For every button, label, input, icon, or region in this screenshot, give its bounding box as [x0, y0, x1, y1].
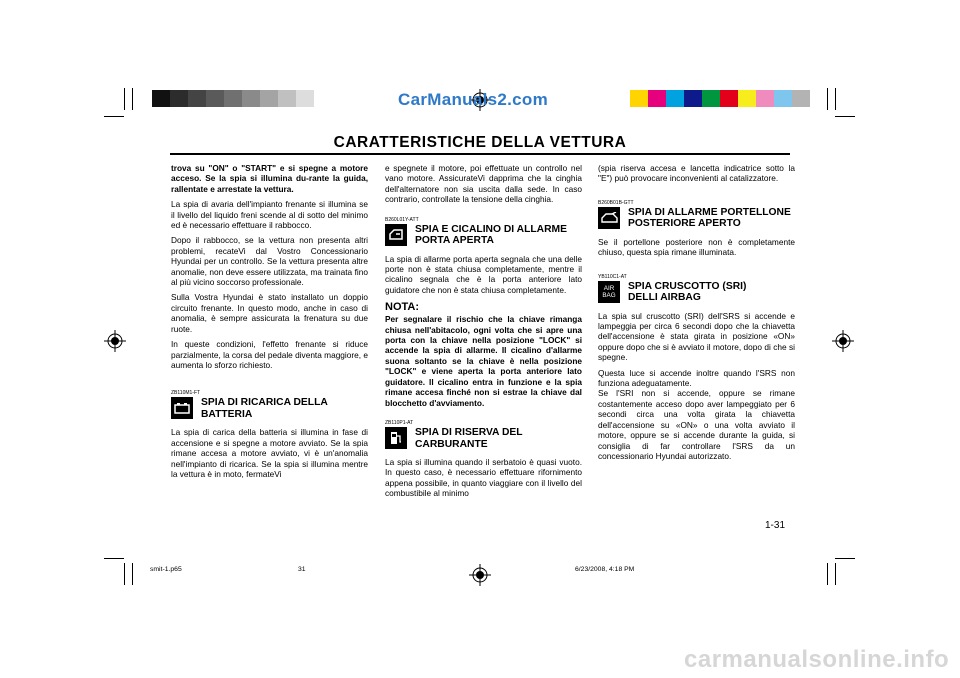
paragraph: La spia di avaria dell'impianto frenante si illumina se il livello del liquido freni scende al di sotto del minimo ed è necessario effettuare il rabbocco.: [171, 199, 368, 231]
registration-mark-icon: [469, 564, 491, 586]
registration-mark-icon: [104, 330, 126, 352]
section-title: [628, 281, 746, 304]
airbag-icon-text: BAG: [602, 291, 616, 299]
title-line: DELLI AIRBAG: [628, 292, 701, 304]
title-line: SPIA E CICALINO DI ALLARME: [415, 223, 567, 235]
header-divider: [170, 153, 790, 155]
note-heading: NOTA:: [385, 301, 420, 314]
battery-icon: [171, 397, 193, 419]
section-code: B260L01Y-ATT: [385, 216, 419, 223]
watermark-link[interactable]: CarManuals2.com: [398, 90, 548, 109]
color-swatch: [720, 90, 738, 107]
footer-filename: smit-1.p65: [150, 566, 182, 573]
tailgate-open-icon: [598, 207, 620, 229]
section-title: [628, 207, 791, 230]
door-open-icon: [385, 224, 407, 246]
battery-description: La spia di carica della batteria si illumina in fase di accensione e si spegne a motore avviato. Se la spia rimane accesa a motore avviato, vi è un'anomalia nell'impianto di ricarica. Se la spia si illumina mentre la vettura è in moto, fermateVi: [171, 427, 368, 479]
airbag-icon-text: AIR: [603, 284, 615, 292]
color-swatch: [702, 90, 720, 107]
color-swatch: [630, 90, 648, 107]
column-1: [171, 163, 368, 484]
footer-page: 31: [298, 566, 306, 573]
fuel-section-heading: [385, 427, 582, 457]
airbag-description: Se l'SRI non si accende, oppure se rimane costantemente acceso dopo aver lampeggiato per 6 secondi circa una volta girata la chiavetta dell'accensione su «ON» o una volta avviato il motore, oppure se si accende durante la guida, si consiglia di far controllare l'SRS da un concessionario Hyundai autorizzato.: [598, 388, 795, 461]
title-line: PORTA APERTA: [415, 235, 494, 247]
color-swatch: [738, 90, 756, 107]
gray-swatch: [278, 90, 296, 107]
door-section-heading: [385, 224, 582, 254]
color-swatch: [774, 90, 792, 107]
section-title: [415, 427, 523, 450]
gray-swatch: [260, 90, 278, 107]
note-body: Per segnalare il rischio che la chiave rimanga chiusa nell'abitacolo, ogni volta che si apre una porta con la chiave nella posizione "LOCK" si accende la spia di allarme. Il cicalino d'allarme suona soltanto se la chiave è nella posizione "LOCK" e viene aperta la porta anteriore lato guidatore. Il cicalino entra in funzione e la spia rimane accesa finché non si estrae la chiave dal blocchetto d'avviamento.: [385, 314, 582, 408]
airbag-icon: [598, 281, 620, 303]
gray-swatch: [188, 90, 206, 107]
column-3: [598, 163, 795, 466]
gray-swatch: [224, 90, 242, 107]
registration-mark-icon: [832, 330, 854, 352]
airbag-description: Questa luce si accende inoltre quando l'SRS non funziona adeguatamente.: [598, 367, 795, 389]
title-line: CARBURANTE: [415, 438, 488, 450]
color-swatch: [684, 90, 702, 107]
airbag-description: La spia sul cruscotto (SRI) dell'SRS si accende e lampeggia per circa 6 secondi dopo che la chiavetta dell'accensione è stata girata in posizione «ON» oppure dopo che si è avviato il motore, dopo di che si spegne.: [598, 310, 795, 363]
section-code: B260B01B-GTT: [598, 199, 634, 206]
section-code: ZB110P1-AT: [385, 419, 414, 426]
footer-timestamp: 6/23/2008, 4:18 PM: [575, 566, 635, 573]
title-line: SPIA DI ALLARME PORTELLONE: [628, 206, 791, 218]
section-title: [415, 224, 567, 247]
paragraph: In queste condizioni, l'effetto frenante si riduce parzialmente, la corsa del pedale diventa maggiore, e aumenta lo sforzo richiesto.: [171, 339, 368, 370]
tailgate-section-heading: [598, 207, 795, 237]
airbag-section-heading: [598, 281, 795, 311]
paragraph: (spia riserva accesa e lancetta indicatrice sotto la "E") può provocare inconvenienti al catalizzatore.: [598, 163, 795, 184]
tailgate-description: Se il portellone posteriore non è completamente chiuso, questa spia rimane illuminata.: [598, 236, 795, 258]
gray-swatch: [206, 90, 224, 107]
section-code: ZB110M1-FT: [171, 390, 201, 397]
color-swatch: [756, 90, 774, 107]
color-swatch: [792, 90, 810, 107]
gray-swatch: [170, 90, 188, 107]
page-number: 1-31: [765, 520, 786, 531]
fuel-pump-icon: [385, 427, 407, 449]
paragraph: Sulla Vostra Hyundai è stato installato un doppio circuito frenante. In questo modo, anche in caso di anomalia, è sempre assicurata la frenatura su due ruote.: [171, 292, 368, 334]
section-title: [201, 397, 328, 420]
column-2: [385, 163, 582, 504]
battery-section-heading: [171, 397, 368, 427]
title-line: SPIA CRUSCOTTO (SRI): [628, 280, 747, 292]
paragraph: Dopo il rabbocco, se la vettura non presenta altri problemi, recateVi dal Vostro Concessionario Hyundai per un controllo. Se la vettura presenta altre anomalie, non deve essere utilizzata, ma trainata fino al più vicino soccorso professionale.: [171, 235, 368, 288]
color-swatch: [666, 90, 684, 107]
bottom-brand-link[interactable]: carmanualsonline.info: [684, 646, 950, 673]
color-swatch: [648, 90, 666, 107]
gray-swatch: [296, 90, 314, 107]
door-description: La spia di allarme porta aperta segnala che una delle porte non è stata chiusa completamente, mentre il cicalino segnala che è la porta anteriore lato guidatore che non è stata chiusa completamente.: [385, 253, 582, 295]
title-line: SPIA DI RISERVA DEL: [415, 426, 523, 438]
brake-warning-intro: trova su "ON" o "START" e si spegne a motore acceso. Se la spia si illumina du-rante la guida, rallentate e arrestate la vettura.: [171, 163, 368, 194]
page-title: CARATTERISTICHE DELLA VETTURA: [333, 134, 627, 151]
gray-swatch: [152, 90, 170, 107]
fuel-description: La spia si illumina quando il serbatoio è quasi vuoto. In questo caso, è necessario effettuare rifornimento appena possibile, in quanto viaggiare con il livello del combustibile al minimo: [385, 456, 582, 499]
paragraph: e spegnete il motore, poi effettuate un controllo nel vano motore. AssicurateVi dapprima che la cinghia dell'alternatore non sia uscita dalla sede. In caso contrario, controllate la tensione della cinghia.: [385, 163, 582, 205]
title-line: SPIA DI RICARICA DELLA: [201, 397, 328, 409]
title-line: BATTERIA: [201, 408, 253, 420]
gray-swatch: [242, 90, 260, 107]
title-line: POSTERIORE APERTO: [628, 218, 741, 230]
section-code: YB110C1-AT: [598, 273, 627, 280]
